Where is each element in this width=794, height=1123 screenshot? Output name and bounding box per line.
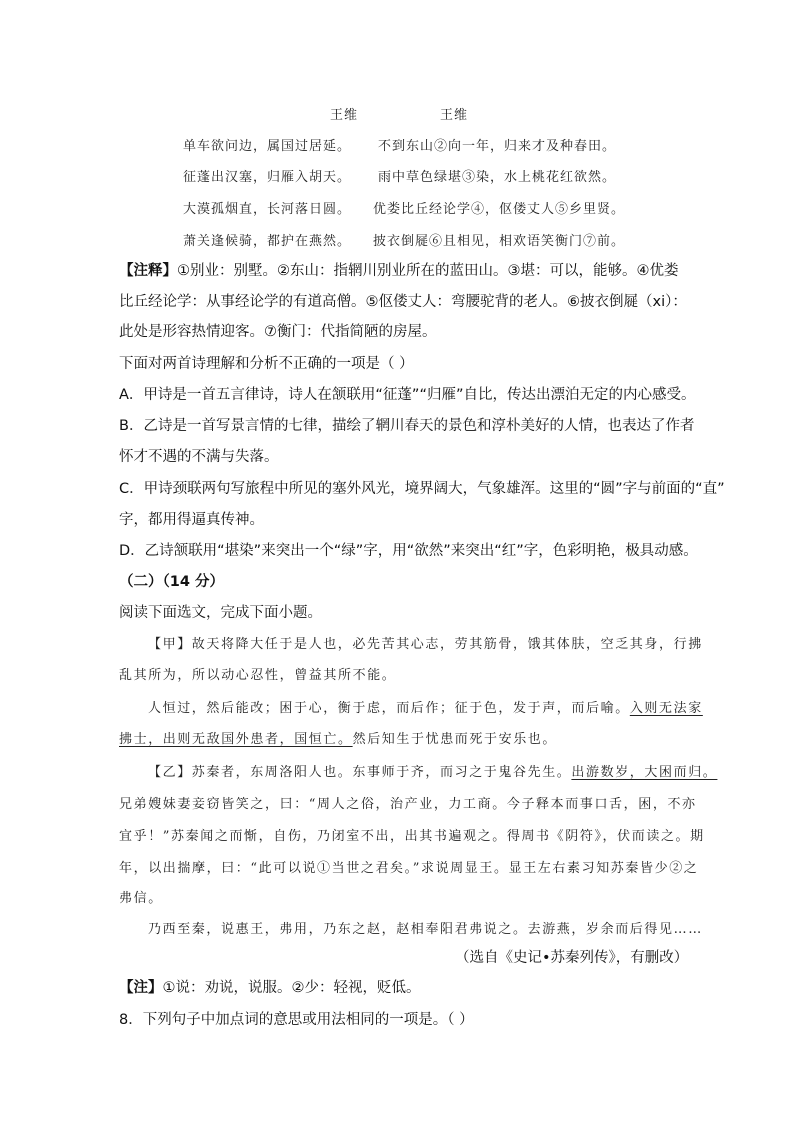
q8-stem: 8．下列句子中加点词的意思或用法相同的一项是。（ ）: [119, 1012, 474, 1028]
notes-line-3: 此处是形容热情迎客。⑦衡门：代指简陋的房屋。: [119, 324, 437, 340]
section2-heading: （二）（14 分）: [119, 574, 224, 590]
notes-text-1: ①别业：别墅。②东山：指辋川别业所在的蓝田山。③堪：可以，能够。④优娄: [177, 263, 679, 279]
poem-jia-author: 王维: [330, 108, 359, 123]
passage-yi-line-2: 兄弟嫂妹妻妾窃皆笑之，曰：“周人之俗，治产业，力工商。今子释本而事口舌，困，不亦: [119, 797, 697, 812]
q7-option-c-1: C．甲诗颈联两句写旅程中所见的塞外风光，境界阔大，气象雄浑。这里的“圆”字与前面的“直”: [119, 481, 725, 497]
passage-jia-line-3-text: 人恒过，然后能改；困于心，衡于虑，而后作；征于色，发于声，而后喻。: [148, 701, 630, 716]
passage-yi-source: （选自《史记•苏秦列传》，有删改）: [455, 950, 689, 966]
poem-jia-line-4: 萧关逢候骑，都护在燕然。: [183, 234, 352, 249]
note2-line: [119, 976, 421, 997]
passage-jia-underlined-2: 拂士，出则无敌国外患者，国恒亡。: [119, 732, 353, 747]
q7-option-d: D．乙诗颔联用“堪染”来突出一个“绿”字，用“欲然”来突出“红”字，色彩明艳，极具动感。: [119, 543, 698, 559]
notes-label: 【注释】: [119, 263, 177, 279]
poem-yi-line-1: 不到东山②向一年，归来才及种春田。: [378, 139, 617, 154]
passage-yi-line-1: [148, 761, 717, 780]
passage-jia-line-2: 乱其所为，所以动心忍性，曾益其所不能。: [119, 668, 397, 683]
poem-yi-author: 王维: [440, 108, 469, 123]
passage-yi-line-5: 弗信。: [119, 891, 163, 906]
note2-text: ①说：劝说，说服。②少：轻视，贬低。: [162, 980, 421, 996]
q7-option-a: A．甲诗是一首五言律诗，诗人在颔联用“征蓬”“归雁”自比，传达出漂泊无定的内心感受。: [119, 387, 696, 403]
poem-jia-line-2: 征蓬出汉塞，归雁入胡天。: [183, 170, 352, 185]
passage-jia-line-1: 【甲】故天将降大任于是人也，必先苦其心志，劳其筋骨，饿其体肤，空乏其身，行拂: [148, 637, 703, 652]
passage-jia-line-4-text: 然后知生于忧患而死于安乐也。: [352, 732, 558, 747]
passage-yi-line-3: 宜乎！”苏秦闻之而惭，自伤，乃闭室不出，出其书遍观之。得周书《阴符》，伏而读之。期: [119, 829, 705, 844]
poem-jia-line-3: 大漠孤烟直，长河落日圆。: [183, 202, 352, 217]
poem-jia-line-1: 单车欲问边，属国过居延。: [183, 139, 352, 154]
poem-yi-line-2: 雨中草色绿堪③染，水上桃花红欲然。: [378, 170, 617, 185]
q7-option-b-2: 怀才不遇的不满与失落。: [119, 449, 279, 465]
passage-jia-line-4: [119, 728, 557, 747]
section2-instruction: 阅读下面选文，完成下面小题。: [119, 605, 322, 621]
poem-yi-line-4: 披衣倒屣⑥且相见，相欢语笑衡门⑦前。: [373, 234, 626, 249]
q7-stem: 下面对两首诗理解和分析不正确的一项是（ ）: [119, 356, 414, 372]
q7-option-c-2: 字，都用得逼真传神。: [119, 512, 264, 528]
passage-yi-line-1-text: 【乙】苏秦者，东周洛阳人也。东事师于齐，而习之于鬼谷先生。: [148, 765, 572, 780]
passage-yi-line-6: 乃西至秦，说惠王，弗用，乃东之赵，赵相奉阳君弗说之。去游燕，岁余而后得见……: [148, 922, 703, 937]
q7-option-b-1: B．乙诗是一首写景言情的七律，描绘了辋川春天的景色和淳朴美好的人情，也表达了作者: [119, 418, 695, 434]
passage-yi-line-4: 年，以出揣摩，曰：“此可以说①当世之君矣。”求说周显王。显王左右素习知苏秦皆少②之: [119, 861, 699, 876]
passage-jia-line-3: [148, 697, 703, 716]
passage-jia-underlined-1: 入则无法家: [629, 701, 703, 716]
notes-line-1: [119, 259, 679, 280]
poem-yi-line-3: 优娄比丘经论学④，伛偻丈人⑤乡里贤。: [373, 202, 626, 217]
note2-label: 【注】: [119, 980, 163, 996]
passage-yi-underlined: 出游数岁，大困而归。: [571, 765, 718, 780]
notes-line-2: 比丘经论学：从事经论学的有道高僧。⑤伛偻丈人：弯腰驼背的老人。⑥披衣倒屣（xi）：: [119, 294, 687, 310]
